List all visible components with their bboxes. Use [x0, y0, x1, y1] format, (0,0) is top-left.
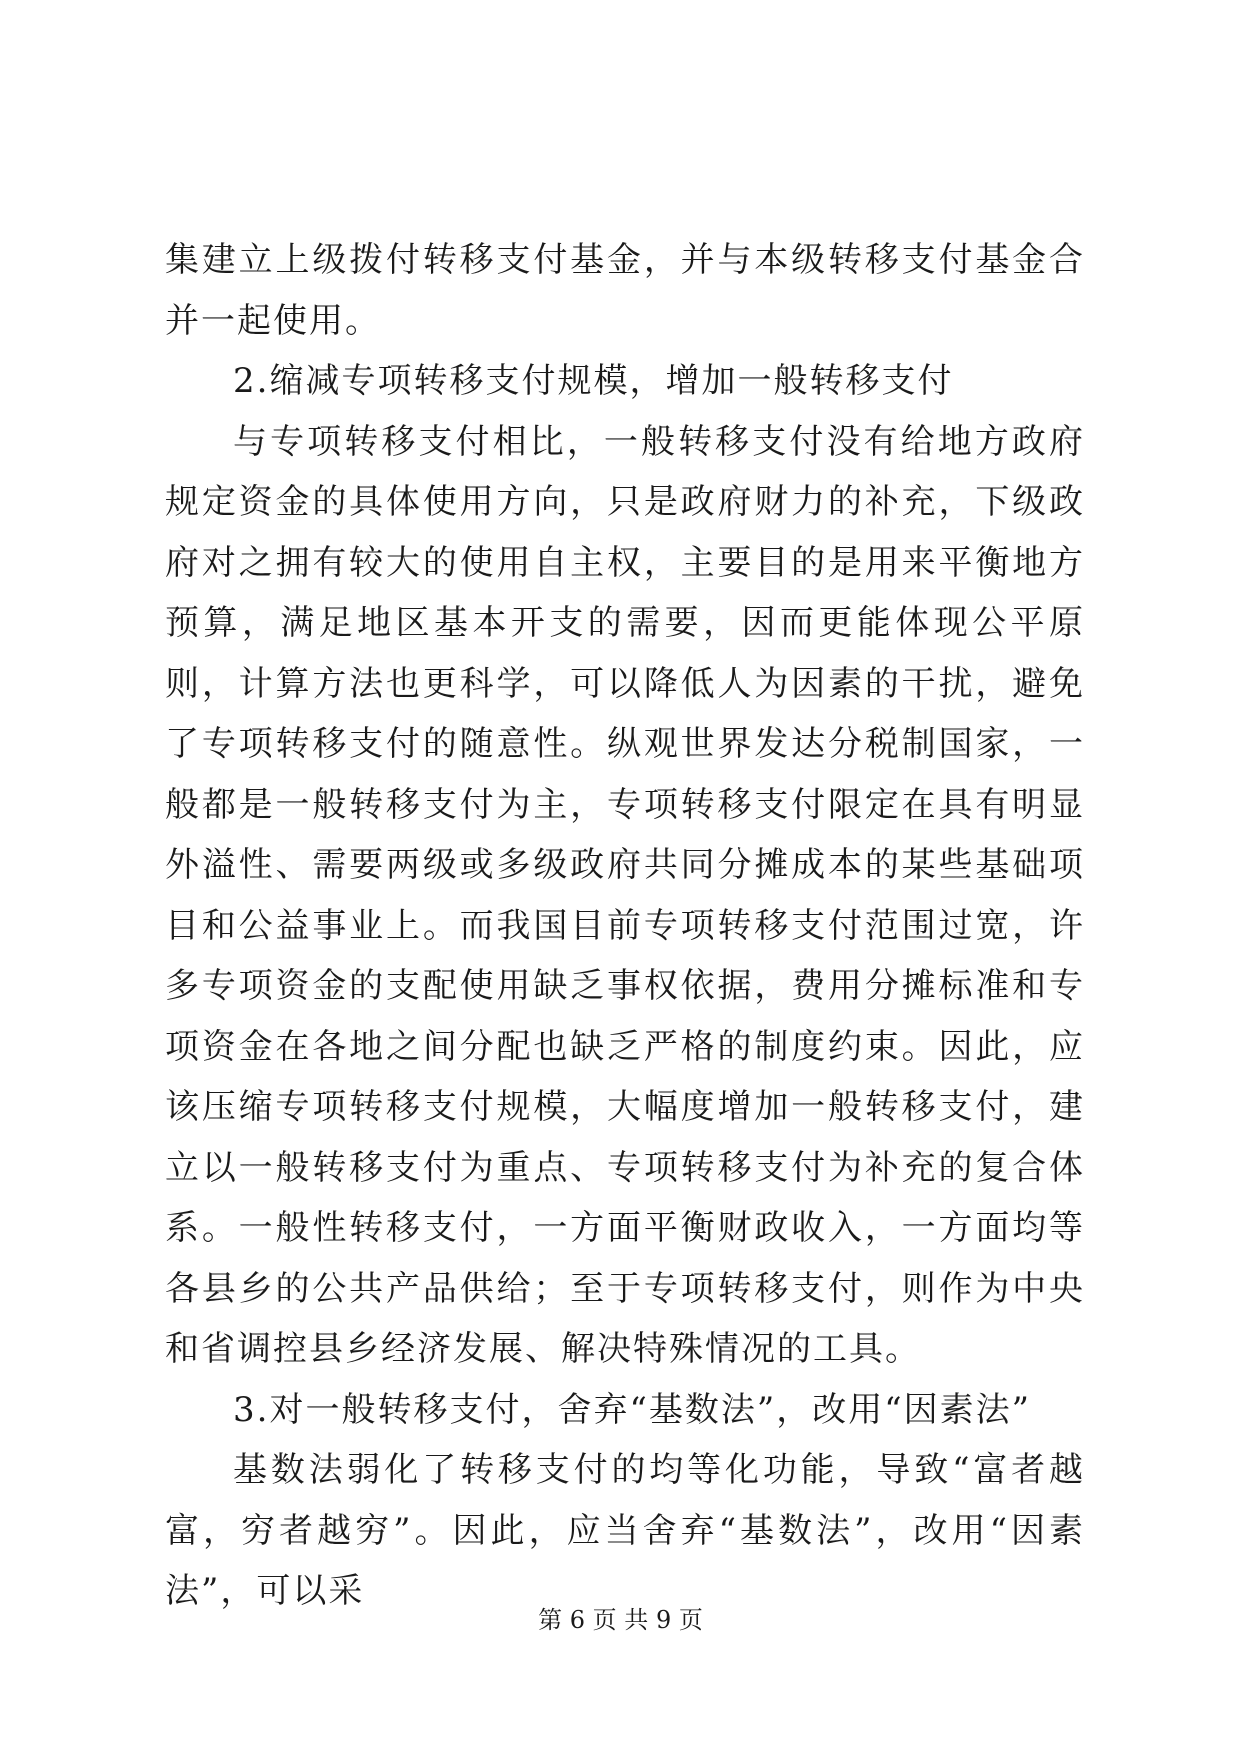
page-number-label: 第 6 页 共 9 页 — [538, 1606, 703, 1634]
document-body — [165, 230, 1085, 1622]
paragraph-continuation: 集建立上级拨付转移支付基金，并与本级转移支付基金合并一起使用。 — [165, 240, 1085, 341]
paragraph-base-method: 基数法弱化了转移支付的均等化功能，导致“富者越富，穷者越穷”。因此，应当舍弃“基数法”，改用“因素法”，可以采 — [165, 1450, 1085, 1611]
page-footer — [0, 1605, 1241, 1635]
section-heading-2: 2.缩减专项转移支付规模，增加一般转移支付 — [233, 361, 954, 401]
section-heading-3: 3.对一般转移支付，舍弃“基数法”，改用“因素法” — [233, 1389, 1031, 1430]
paragraph-general-transfer: 与专项转移支付相比，一般转移支付没有给地方政府规定资金的具体使用方向，只是政府财力的补充，下级政府对之拥有较大的使用自主权，主要目的是用来平衡地方预算，满足地区基本开支的需要，因而更能体现公平原则，计算方法也更科学，可以降低人为因素的干扰，避免了专项转移支付的随意性。纵观世界发达分税制国家，一般都是一般转移支付为主，专项转移支付限定在具有明显外溢性、需要两级或多级政府共同分摊成本的某些基础项目和公益事业上。而我国目前专项转移支付范围过宽，许多专项资金的支配使用缺乏事权依据，费用分摊标准和专项资金在各地之间分配也缺乏严格的制度约束。因此，应该压缩专项转移支付规模，大幅度增加一般转移支付，建立以一般转移支付为重点、专项转移支付为补充的复合体系。一般性转移支付，一方面平衡财政收入，一方面均等各县乡的公共产品供给；至于专项转移支付，则作为中央和省调控县乡经济发展、解决特殊情况的工具。 — [165, 421, 1085, 1369]
